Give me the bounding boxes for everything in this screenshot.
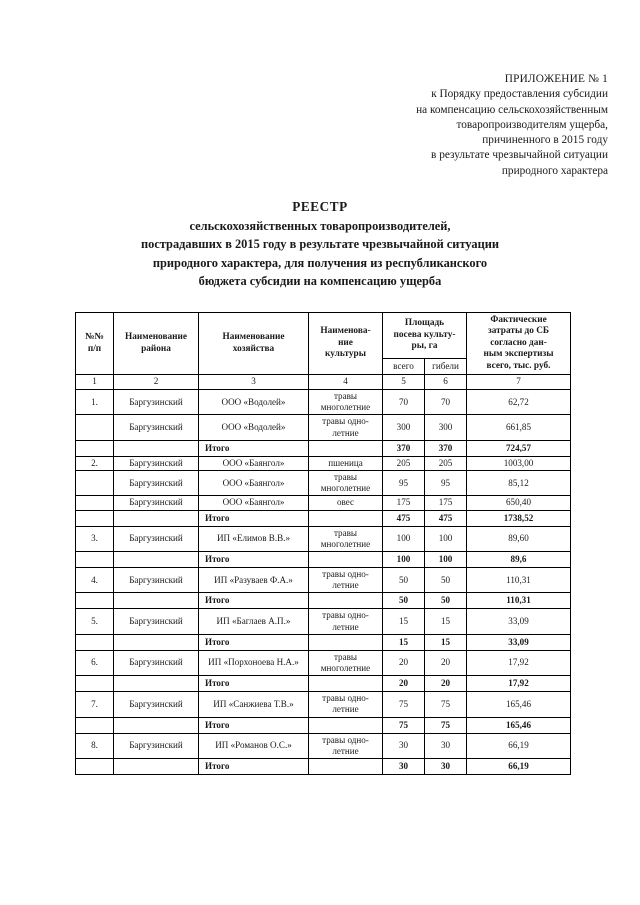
table-row <box>76 496 571 510</box>
cell-total-area: 100 <box>383 526 425 551</box>
cell-district: Баргузинский <box>114 609 199 634</box>
cell-cost: 1003,00 <box>467 456 571 470</box>
header-subcell-total: всего <box>383 359 425 375</box>
cell-cost: 62,72 <box>467 390 571 415</box>
cell-total-label: Итого <box>199 676 309 692</box>
header-farm-line2: хозяйства <box>232 343 275 354</box>
cell-lost-area: 95 <box>425 471 467 496</box>
cell-num <box>76 634 114 650</box>
cell-cost: 165,46 <box>467 692 571 717</box>
table-row <box>76 692 571 717</box>
cell-total-area: 75 <box>383 717 425 733</box>
cell-cost: 1738,52 <box>467 510 571 526</box>
cell-district <box>114 440 199 456</box>
table-row <box>76 650 571 675</box>
header-district-line2: района <box>141 343 171 354</box>
header-culture-line3: культуры <box>325 349 366 360</box>
cell-lost-area: 30 <box>425 733 467 758</box>
cell-farm: ИП «Санжиева Т.В.» <box>199 692 309 717</box>
cell-district <box>114 676 199 692</box>
header-cell-cost <box>467 313 571 375</box>
cell-total-area: 20 <box>383 650 425 675</box>
cell-cost: 66,19 <box>467 733 571 758</box>
cell-lost-area: 15 <box>425 634 467 650</box>
cell-num <box>76 676 114 692</box>
cell-total-area: 75 <box>383 692 425 717</box>
cell-district: Баргузинский <box>114 415 199 440</box>
cell-farm: ИП «Разуваев Ф.А.» <box>199 568 309 593</box>
cell-num: 2. <box>76 456 114 470</box>
cell-total-area: 70 <box>383 390 425 415</box>
header-area-line2: посева культу- <box>393 329 456 340</box>
header-cell-culture <box>309 313 383 375</box>
cell-total-area: 205 <box>383 456 425 470</box>
cell-lost-area: 50 <box>425 568 467 593</box>
table-total-row <box>76 634 571 650</box>
cell-lost-area: 205 <box>425 456 467 470</box>
header-cost-line2: затраты до СБ <box>487 326 550 337</box>
cell-num <box>76 496 114 510</box>
cell-cost: 724,57 <box>467 440 571 456</box>
header-cost-line3: согласно дан- <box>490 337 547 348</box>
cell-total-label: Итого <box>199 593 309 609</box>
table-row <box>76 526 571 551</box>
cell-farm: ООО «Баянгол» <box>199 471 309 496</box>
cell-num <box>76 415 114 440</box>
cell-total-area: 20 <box>383 676 425 692</box>
header-culture-line1: Наименова- <box>320 326 371 337</box>
cell-culture <box>309 759 383 775</box>
cell-culture <box>309 552 383 568</box>
cell-total-area: 50 <box>383 568 425 593</box>
appendix-header <box>308 72 608 179</box>
cell-culture <box>309 510 383 526</box>
cell-culture: травы многолетние <box>309 650 383 675</box>
cell-total-area: 30 <box>383 759 425 775</box>
appendix-title: ПРИЛОЖЕНИЕ № 1 <box>504 73 608 85</box>
cell-total-label: Итого <box>199 510 309 526</box>
cell-cost: 89,6 <box>467 552 571 568</box>
cell-district <box>114 634 199 650</box>
header-cost-sub: всего, тыс. руб. <box>486 360 551 371</box>
cell-lost-area: 70 <box>425 390 467 415</box>
cell-num: 7. <box>76 692 114 717</box>
cell-lost-area: 75 <box>425 717 467 733</box>
cell-district: Баргузинский <box>114 496 199 510</box>
cell-culture <box>309 593 383 609</box>
cell-cost: 17,92 <box>467 676 571 692</box>
cell-lost-area: 100 <box>425 526 467 551</box>
cell-total-area: 15 <box>383 609 425 634</box>
cell-culture: травы одно- летние <box>309 733 383 758</box>
col-num-4: 4 <box>309 375 383 390</box>
cell-total-area: 370 <box>383 440 425 456</box>
cell-district <box>114 717 199 733</box>
document-heading <box>0 198 640 291</box>
cell-num <box>76 717 114 733</box>
heading-line-2: пострадавших в 2015 году в результате чрезвычайной ситуации <box>140 237 500 252</box>
table-row <box>76 609 571 634</box>
cell-lost-area: 300 <box>425 415 467 440</box>
cell-cost: 33,09 <box>467 634 571 650</box>
cell-total-area: 175 <box>383 496 425 510</box>
cell-num <box>76 552 114 568</box>
cell-culture <box>309 634 383 650</box>
appendix-line-6: природного характера <box>501 164 608 177</box>
header-area-line3: ры, га <box>411 341 438 352</box>
cell-cost: 650,40 <box>467 496 571 510</box>
cell-total-area: 475 <box>383 510 425 526</box>
cell-num <box>76 510 114 526</box>
cell-lost-area: 475 <box>425 510 467 526</box>
cell-farm: ООО «Водолей» <box>199 415 309 440</box>
col-num-3: 3 <box>199 375 309 390</box>
cell-culture: травы многолетние <box>309 390 383 415</box>
cell-district <box>114 510 199 526</box>
cell-district: Баргузинский <box>114 456 199 470</box>
registry-table <box>75 312 571 775</box>
cell-culture: травы одно- летние <box>309 415 383 440</box>
cell-cost: 165,46 <box>467 717 571 733</box>
cell-farm: ИП «Романов О.С.» <box>199 733 309 758</box>
cell-total-label: Итого <box>199 552 309 568</box>
cell-num: 3. <box>76 526 114 551</box>
table-total-row <box>76 552 571 568</box>
cell-farm: ИП «Елимов В.В.» <box>199 526 309 551</box>
cell-culture <box>309 717 383 733</box>
cell-district: Баргузинский <box>114 650 199 675</box>
cell-lost-area: 20 <box>425 650 467 675</box>
appendix-line-4: причиненного в 2015 году <box>482 134 608 147</box>
cell-num <box>76 440 114 456</box>
table-body <box>76 390 571 775</box>
col-num-7: 7 <box>467 375 571 390</box>
table-header-row-main <box>76 313 571 359</box>
cell-lost-area: 50 <box>425 593 467 609</box>
cell-num <box>76 471 114 496</box>
header-subcell-lost: гибели <box>425 359 467 375</box>
table-row <box>76 456 571 470</box>
cell-total-area: 15 <box>383 634 425 650</box>
cell-culture: овес <box>309 496 383 510</box>
cell-district: Баргузинский <box>114 471 199 496</box>
cell-district: Баргузинский <box>114 526 199 551</box>
cell-num <box>76 593 114 609</box>
cell-district <box>114 552 199 568</box>
heading-line-4: бюджета субсидии на компенсацию ущерба <box>198 274 442 289</box>
cell-culture: травы одно- летние <box>309 568 383 593</box>
cell-lost-area: 75 <box>425 692 467 717</box>
table-row <box>76 390 571 415</box>
table-row <box>76 415 571 440</box>
appendix-line-2: на компенсацию сельскохозяйственным <box>416 103 608 116</box>
header-cost-line1: Фактические <box>490 314 547 325</box>
header-cell-district <box>114 313 199 375</box>
header-farm-line1: Наименование <box>222 332 285 343</box>
table-row <box>76 733 571 758</box>
header-culture-line2: ние <box>338 337 353 348</box>
heading-line-3: природного характера, для получения из республиканского <box>152 255 488 270</box>
table-row <box>76 568 571 593</box>
cell-cost: 89,60 <box>467 526 571 551</box>
cell-farm: ООО «Водолей» <box>199 390 309 415</box>
heading-line-1: сельскохозяйственных товаропроизводителей, <box>189 218 451 233</box>
cell-total-area: 100 <box>383 552 425 568</box>
cell-num: 4. <box>76 568 114 593</box>
table-total-row <box>76 759 571 775</box>
table-row <box>76 471 571 496</box>
col-num-2: 2 <box>114 375 199 390</box>
table-column-numbers-row <box>76 375 571 390</box>
cell-lost-area: 175 <box>425 496 467 510</box>
cell-lost-area: 20 <box>425 676 467 692</box>
header-area-line1: Площадь <box>404 318 445 329</box>
cell-district <box>114 759 199 775</box>
header-cell-number <box>76 313 114 375</box>
header-district-line1: Наименование <box>125 332 187 343</box>
cell-district: Баргузинский <box>114 692 199 717</box>
table-total-row <box>76 717 571 733</box>
cell-total-area: 30 <box>383 733 425 758</box>
cell-lost-area: 15 <box>425 609 467 634</box>
cell-cost: 85,12 <box>467 471 571 496</box>
table-total-row <box>76 676 571 692</box>
cell-lost-area: 100 <box>425 552 467 568</box>
heading-title: РЕЕСТР <box>292 199 348 214</box>
col-num-6: 6 <box>425 375 467 390</box>
cell-culture: травы многолетние <box>309 471 383 496</box>
cell-num: 1. <box>76 390 114 415</box>
cell-total-label: Итого <box>199 440 309 456</box>
cell-cost: 110,31 <box>467 593 571 609</box>
cell-district: Баргузинский <box>114 390 199 415</box>
appendix-line-1: к Порядку предоставления субсидии <box>431 88 608 101</box>
cell-total-area: 50 <box>383 593 425 609</box>
cell-farm: ИП «Порхоноева Н.А.» <box>199 650 309 675</box>
cell-culture <box>309 676 383 692</box>
cell-num <box>76 759 114 775</box>
cell-culture: пшеница <box>309 456 383 470</box>
col-num-5: 5 <box>383 375 425 390</box>
cell-lost-area: 370 <box>425 440 467 456</box>
cell-cost: 17,92 <box>467 650 571 675</box>
registry-table-container <box>75 312 570 775</box>
table-total-row <box>76 510 571 526</box>
cell-total-area: 300 <box>383 415 425 440</box>
table-total-row <box>76 593 571 609</box>
cell-culture: травы многолетние <box>309 526 383 551</box>
cell-culture <box>309 440 383 456</box>
cell-total-label: Итого <box>199 717 309 733</box>
cell-farm: ИП «Баглаев А.П.» <box>199 609 309 634</box>
cell-cost: 110,31 <box>467 568 571 593</box>
header-number-line1: №№ <box>85 332 104 343</box>
appendix-line-5: в результате чрезвычайной ситуации <box>431 149 608 162</box>
col-num-1: 1 <box>76 375 114 390</box>
table-total-row <box>76 440 571 456</box>
cell-num: 8. <box>76 733 114 758</box>
cell-total-area: 95 <box>383 471 425 496</box>
cell-district: Баргузинский <box>114 568 199 593</box>
cell-cost: 661,85 <box>467 415 571 440</box>
cell-farm: ООО «Баянгол» <box>199 456 309 470</box>
cell-lost-area: 30 <box>425 759 467 775</box>
appendix-line-3: товаропроизводителям ущерба, <box>456 118 608 131</box>
cell-total-label: Итого <box>199 634 309 650</box>
cell-num: 5. <box>76 609 114 634</box>
header-cell-area <box>383 313 467 359</box>
table-header <box>76 313 571 390</box>
cell-culture: травы одно- летние <box>309 692 383 717</box>
cell-district: Баргузинский <box>114 733 199 758</box>
cell-total-label: Итого <box>199 759 309 775</box>
header-number-line2: п/п <box>87 343 102 354</box>
cell-district <box>114 593 199 609</box>
cell-cost: 33,09 <box>467 609 571 634</box>
header-cell-farm <box>199 313 309 375</box>
cell-num: 6. <box>76 650 114 675</box>
header-cost-line4: ным экспертизы <box>483 349 554 360</box>
cell-culture: травы одно- летние <box>309 609 383 634</box>
cell-farm: ООО «Баянгол» <box>199 496 309 510</box>
cell-cost: 66,19 <box>467 759 571 775</box>
